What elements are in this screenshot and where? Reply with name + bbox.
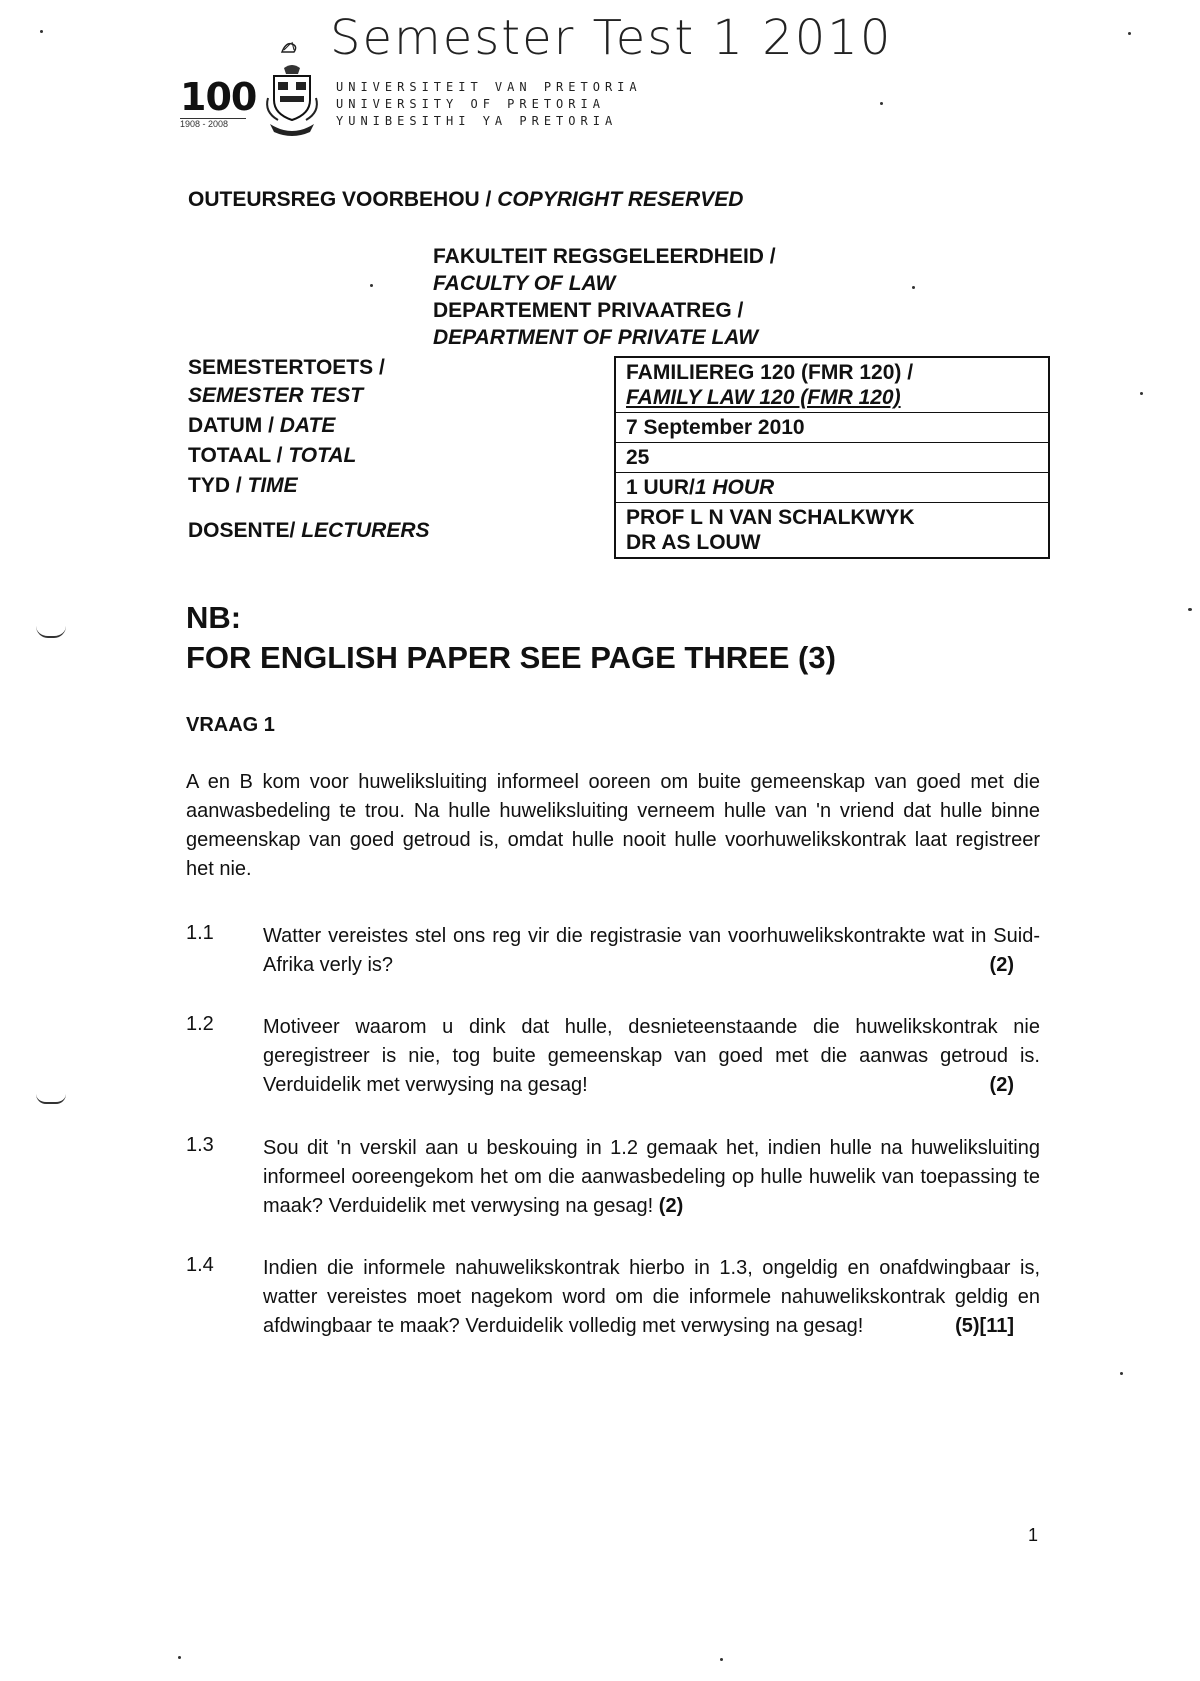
question-intro: A en B kom voor huweliksluiting informeel ooreen om buite gemeenskap van goed met die aanwasbedeling te trou. Na hulle huweliksluiting verneem hulle van 'n vriend dat hulle binne gemeenskap van goed getroud is, omdat hulle nooit hulle voorhuwelikskontrak laat registreer het nie. xyxy=(186,771,1040,880)
info-date: 7 September 2010 xyxy=(615,413,1049,443)
info-time-en: 1 HOUR xyxy=(694,476,775,499)
label-total-af: TOTAAL / xyxy=(188,444,289,467)
question-item xyxy=(263,1254,1040,1341)
question-marks: (2) xyxy=(989,954,1014,976)
department-en: DEPARTMENT OF PRIVATE LAW xyxy=(433,326,759,349)
scan-speck xyxy=(1140,392,1143,395)
university-crest-icon xyxy=(262,38,322,138)
info-lecturer-1: PROF L N VAN SCHALKWYK xyxy=(626,506,915,529)
question-marks: (2) xyxy=(658,1195,684,1217)
label-time xyxy=(188,474,298,498)
question-number: 1.1 xyxy=(186,922,214,944)
faculty-en: FACULTY OF LAW xyxy=(433,272,616,295)
label-time-en: TIME xyxy=(247,474,298,497)
label-lecturers xyxy=(188,519,430,543)
info-module-cell xyxy=(615,357,1049,413)
info-row-time xyxy=(615,473,1049,503)
label-lecturers-af: DOSENTE/ xyxy=(188,519,302,542)
nb-notice xyxy=(186,598,836,678)
info-row-date xyxy=(615,413,1049,443)
label-lecturers-en: LECTURERS xyxy=(301,519,430,542)
info-lecturers-cell xyxy=(615,503,1049,559)
info-time-af: 1 UUR/ xyxy=(626,476,695,499)
scan-speck xyxy=(370,284,373,287)
label-semester-af: SEMESTERTOETS / xyxy=(188,356,385,379)
scan-speck xyxy=(178,1656,181,1659)
info-row-lecturers xyxy=(615,503,1049,559)
label-time-af: TYD / xyxy=(188,474,248,497)
label-date-af: DATUM / xyxy=(188,414,280,437)
scan-speck xyxy=(720,1658,723,1661)
university-name-en: UNIVERSITY OF PRETORIA xyxy=(336,97,605,111)
question-text: Sou dit 'n verskil aan u beskouing in 1.2 gemaak het, indien hulle na huweliksluiting informeel ooreengekom het om die aanwasbedeling op hulle huwelik van toepassing te maak? Verduidelik met verwysing na gesag! xyxy=(263,1137,1040,1217)
nb-label: NB: xyxy=(186,600,242,635)
question-text: Indien die informele nahuwelikskontrak hierbo in 1.3, ongeldig en onafdwingbaar is, watter vereistes moet nagekom word om die informele nahuwelikskontrak geldig en afdwingbaar te maak? Verduidelik volledig met verwysing na gesag! xyxy=(263,1257,1040,1337)
info-row-total xyxy=(615,443,1049,473)
scan-speck xyxy=(1120,1372,1123,1375)
scan-speck xyxy=(880,102,883,105)
university-name-af: UNIVERSITEIT VAN PRETORIA xyxy=(336,80,642,94)
scan-speck xyxy=(1188,608,1192,611)
department-af: DEPARTEMENT PRIVAATREG / xyxy=(433,299,744,322)
exam-info-table xyxy=(614,356,1050,559)
info-module-af: FAMILIEREG 120 (FMR 120) / xyxy=(626,361,914,384)
label-date-en: DATE xyxy=(279,414,336,437)
label-date xyxy=(188,414,335,438)
centenary-number: 100 xyxy=(180,75,257,119)
label-semester-en: SEMESTER TEST xyxy=(188,384,364,407)
info-time-cell xyxy=(615,473,1049,503)
scan-speck xyxy=(912,286,915,289)
copyright-en: COPYRIGHT RESERVED xyxy=(497,188,744,211)
scan-speck xyxy=(40,30,43,33)
question-number: 1.3 xyxy=(186,1134,214,1156)
scan-speck xyxy=(1128,32,1131,35)
copyright-notice xyxy=(188,188,743,212)
faculty-af: FAKULTEIT REGSGELEERDHEID / xyxy=(433,245,776,268)
question-item xyxy=(263,1134,1040,1221)
centenary-logo xyxy=(180,75,257,130)
question-item xyxy=(263,1013,1040,1100)
info-module-en: FAMILY LAW 120 (FMR 120) xyxy=(626,386,901,409)
scan-mark xyxy=(36,626,66,638)
nb-text: FOR ENGLISH PAPER SEE PAGE THREE (3) xyxy=(186,640,836,675)
info-total: 25 xyxy=(615,443,1049,473)
question-number: 1.4 xyxy=(186,1254,214,1276)
question-heading: VRAAG 1 xyxy=(186,714,275,736)
scan-mark xyxy=(36,1094,66,1104)
centenary-years: 1908 - 2008 xyxy=(180,118,246,129)
label-total-en: TOTAL xyxy=(288,444,357,467)
university-name-zu: YUNIBESITHI YA PRETORIA xyxy=(336,114,618,128)
question-text: Watter vereistes stel ons reg vir die registrasie van voorhuwelikskontrakte wat in Suid-Afrika verly is? xyxy=(263,925,1040,976)
question-marks: (2) xyxy=(989,1074,1014,1096)
page-number: 1 xyxy=(1028,1525,1039,1545)
copyright-af: OUTEURSREG VOORBEHOU / xyxy=(188,188,498,211)
question-number: 1.2 xyxy=(186,1013,214,1035)
info-row-module xyxy=(615,357,1049,413)
handwritten-title: Semester Test 1 2010 xyxy=(330,10,893,66)
question-item xyxy=(263,922,1040,980)
label-total xyxy=(188,444,356,468)
question-marks: (5)[11] xyxy=(955,1315,1014,1337)
question-text: Motiveer waarom u dink dat hulle, desnieteenstaande die huwelikskontrak nie geregistreer is nie, tog buite gemeenskap van goed met die aanwas getroud is. Verduidelik met verwysing na gesag! xyxy=(263,1016,1040,1096)
info-lecturer-2: DR AS LOUW xyxy=(626,531,761,554)
